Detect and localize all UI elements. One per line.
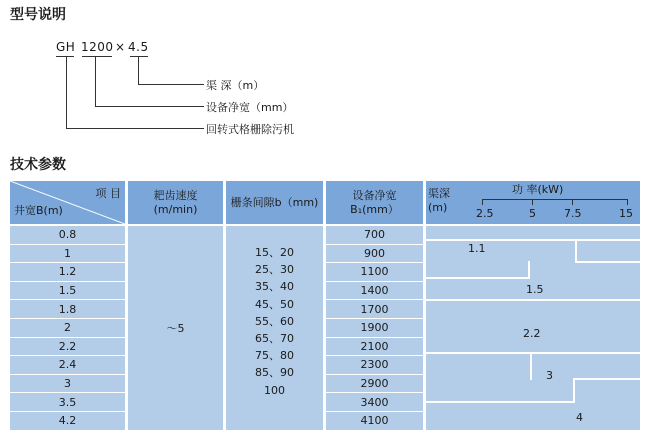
- header-depth-power-cell: [426, 181, 640, 224]
- well-width-cell: 1.8: [10, 300, 125, 318]
- well-width-cell: 2.4: [10, 356, 125, 374]
- power-label: 4: [576, 411, 583, 424]
- well-width-cell: 3: [10, 375, 125, 393]
- header-well-width: 井宽B(m): [14, 204, 63, 217]
- gap-value: 55、60: [255, 314, 294, 328]
- well-width-cell: 2: [10, 319, 125, 337]
- legend-equip-width: 设备净宽（mm）: [206, 101, 294, 114]
- model-code-depth: 4.5: [128, 40, 149, 54]
- well-width-cell: 1.5: [10, 282, 125, 300]
- power-tick: 7.5: [564, 207, 582, 220]
- equip-width-cell: 1400: [326, 282, 423, 300]
- equip-width-cell: 3400: [326, 393, 423, 411]
- power-label: 1.5: [526, 283, 544, 296]
- power-tick: 15: [619, 207, 633, 220]
- equip-width-cell: 2300: [326, 356, 423, 374]
- power-label: 2.2: [523, 327, 541, 340]
- model-code-width: 1200: [81, 40, 114, 54]
- legend-machine-name: 回转式格栅除污机: [206, 123, 294, 136]
- gap-value: 85、90: [255, 366, 294, 380]
- equip-width-cell: 1700: [326, 300, 423, 318]
- power-tick: 5: [529, 207, 536, 220]
- well-width-cell: 1.2: [10, 263, 125, 281]
- well-width-cell: 2.2: [10, 338, 125, 356]
- gap-value: 65、70: [255, 332, 294, 346]
- header-item-width-cell: [10, 181, 125, 224]
- model-heading: 型号说明: [10, 7, 66, 23]
- header-gap: 栅条间隙b（mm): [226, 181, 323, 224]
- model-code-prefix: GH: [56, 40, 76, 54]
- power-label: 3: [546, 369, 553, 382]
- equip-width-cell: 2900: [326, 375, 423, 393]
- gap-value: 100: [264, 383, 285, 397]
- equip-width-cell: 1900: [326, 319, 423, 337]
- equip-width-cell: 4100: [326, 412, 423, 430]
- equip-width-cell: 700: [326, 226, 423, 244]
- equip-width-cell: 900: [326, 245, 423, 263]
- well-width-cell: 0.8: [10, 226, 125, 244]
- legend-depth: 渠 深（m）: [206, 79, 265, 92]
- well-width-cell: 4.2: [10, 412, 125, 430]
- speed-cell: ～5: [128, 226, 223, 430]
- header-item: 项 目: [95, 187, 121, 200]
- gap-column: [226, 226, 323, 430]
- gap-value: 45、50: [255, 297, 294, 311]
- well-width-cell: 3.5: [10, 393, 125, 411]
- equip-width-cell: 1100: [326, 263, 423, 281]
- header-depth: 渠深 (m): [428, 187, 450, 214]
- gap-value: 15、20: [255, 246, 294, 259]
- power-tick: 2.5: [476, 207, 494, 220]
- model-code-times: ×: [115, 40, 126, 54]
- gap-value: 35、40: [255, 280, 294, 294]
- equip-width-cell: 2100: [326, 338, 423, 356]
- header-speed: 耙齿速度 (m/min): [128, 181, 223, 224]
- well-width-cell: 1: [10, 245, 125, 263]
- power-label: 1.1: [468, 242, 486, 255]
- gap-value: 25、30: [255, 263, 294, 277]
- header-power: 功 率(kW): [512, 183, 564, 196]
- gap-value: 75、80: [255, 349, 294, 363]
- header-equip-width: 设备净宽 B₁(mm）: [326, 181, 423, 224]
- params-heading: 技术参数: [10, 157, 66, 173]
